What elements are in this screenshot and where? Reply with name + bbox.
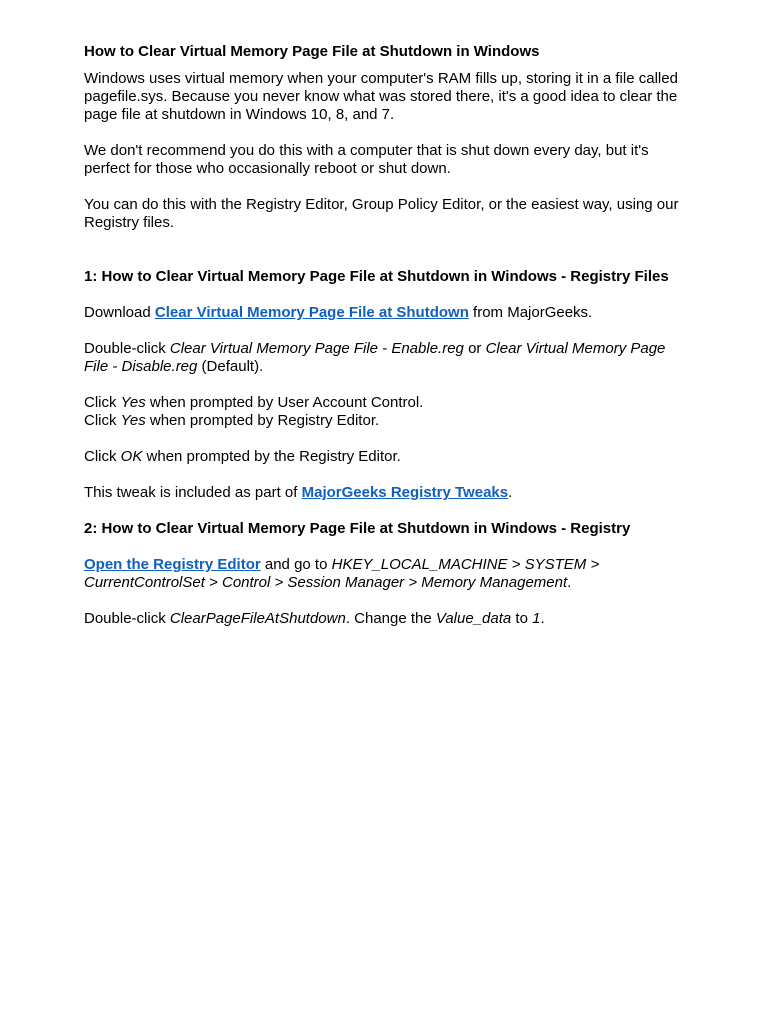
click3-ok: OK bbox=[120, 448, 143, 465]
click1-yes: Yes bbox=[120, 394, 146, 411]
tweak-prefix: This tweak is included as part of bbox=[84, 484, 302, 501]
dbl-prefix: Double-click bbox=[84, 340, 170, 357]
to-text: to bbox=[511, 610, 533, 627]
intro-paragraph-2: We don't recommend you do this with a computer that is shut down every day, but it's perfect for those who occasionally reboot or shut down. bbox=[84, 142, 649, 177]
click2-suffix: when prompted by Registry Editor. bbox=[145, 412, 380, 429]
click1-prefix: Click bbox=[84, 394, 121, 411]
document-title: How to Clear Virtual Memory Page File at Shutdown in Windows bbox=[84, 43, 540, 60]
download-paragraph bbox=[84, 304, 684, 322]
download-link[interactable]: Clear Virtual Memory Page File at Shutdown bbox=[154, 304, 469, 321]
dbl-suffix: (Default). bbox=[197, 358, 264, 375]
tweak-paragraph bbox=[84, 484, 684, 502]
value-one: 1 bbox=[532, 610, 541, 627]
clear-pagefile-value: ClearPageFileAtShutdown bbox=[169, 610, 346, 627]
click2-prefix: Click bbox=[84, 412, 121, 429]
dbl2-prefix: Double-click bbox=[84, 610, 170, 627]
dbl-or: or bbox=[463, 340, 486, 357]
end-period: . bbox=[540, 610, 545, 627]
intro-paragraph-3: You can do this with the Registry Editor, Group Policy Editor, or the easiest way, using our Registry files. bbox=[84, 196, 679, 231]
click-ok-line bbox=[84, 448, 684, 466]
disable-reg-file: Clear Virtual Memory Page File - Disable.reg bbox=[84, 340, 666, 375]
open-mid: and go to bbox=[260, 556, 332, 573]
click-yes-uac-line bbox=[84, 394, 684, 412]
click3-prefix: Click bbox=[84, 448, 121, 465]
change-value-paragraph bbox=[84, 610, 684, 628]
download-suffix: from MajorGeeks. bbox=[468, 304, 593, 321]
download-prefix: Download bbox=[84, 304, 155, 321]
registry-path: HKEY_LOCAL_MACHINE > SYSTEM > CurrentControlSet > Control > Session Manager > Memory Management bbox=[84, 556, 600, 591]
registry-tweaks-link[interactable]: MajorGeeks Registry Tweaks bbox=[301, 484, 509, 501]
open-suffix: . bbox=[567, 574, 572, 591]
change-text: . Change the bbox=[345, 610, 436, 627]
tweak-suffix: . bbox=[508, 484, 513, 501]
click-yes-registry-line bbox=[84, 412, 684, 430]
click3-suffix: when prompted by the Registry Editor. bbox=[142, 448, 401, 465]
intro-paragraph-1: Windows uses virtual memory when your computer's RAM fills up, storing it in a file called pagefile.sys. Because you never know what was stored there, it's a good idea to clear the page file at shutdown in Windows 10, 8, and 7. bbox=[84, 70, 678, 123]
value-data-label: Value_data bbox=[435, 610, 512, 627]
section-1-heading: 1: How to Clear Virtual Memory Page File at Shutdown in Windows - Registry Files bbox=[84, 268, 669, 285]
open-registry-editor-link[interactable]: Open the Registry Editor bbox=[84, 556, 261, 573]
enable-reg-file: Clear Virtual Memory Page File - Enable.reg bbox=[169, 340, 464, 357]
click1-suffix: when prompted by User Account Control. bbox=[145, 394, 424, 411]
section-2-heading: 2: How to Clear Virtual Memory Page File at Shutdown in Windows - Registry bbox=[84, 520, 631, 537]
click2-yes: Yes bbox=[120, 412, 146, 429]
open-registry-paragraph bbox=[84, 556, 684, 592]
double-click-reg-paragraph bbox=[84, 340, 684, 376]
